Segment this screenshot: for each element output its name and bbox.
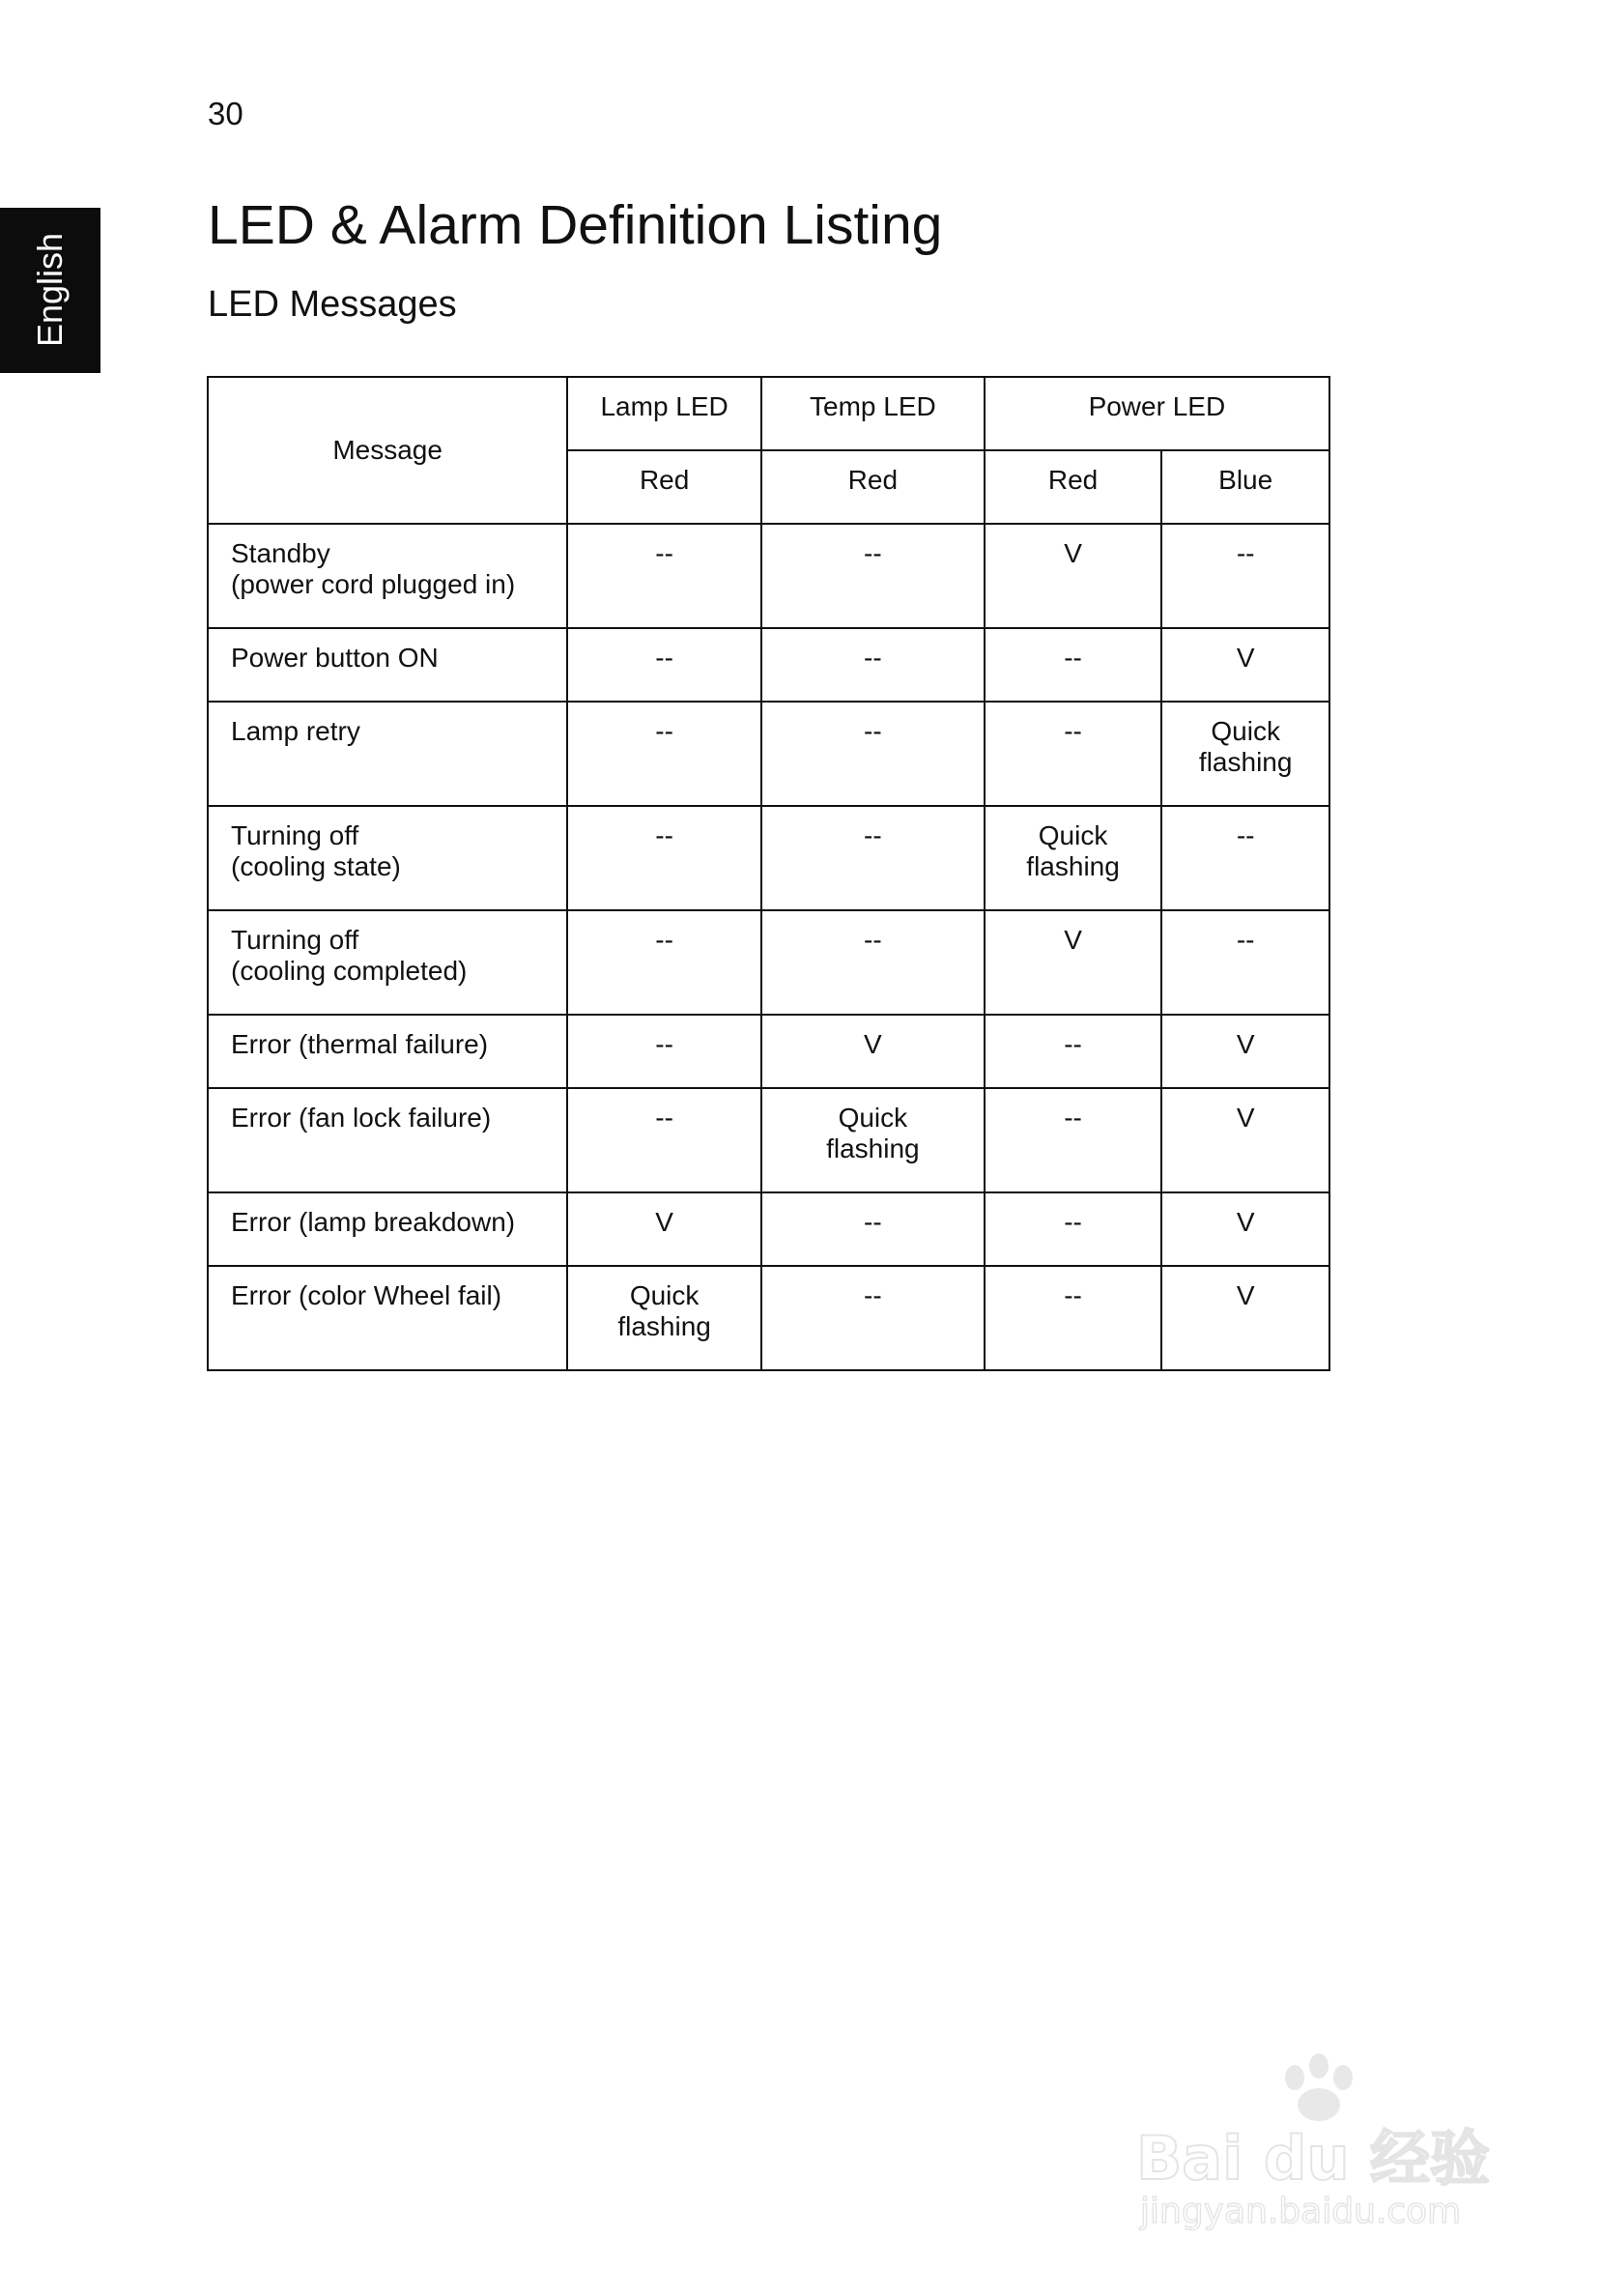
header-lamp-led: Lamp LED xyxy=(567,377,761,450)
temp-led-cell: -- xyxy=(761,1266,985,1370)
power-blue-cell: V xyxy=(1161,1015,1329,1088)
power-blue-cell: V xyxy=(1161,1192,1329,1266)
temp-led-cell: -- xyxy=(761,806,985,910)
page-number: 30 xyxy=(208,96,243,131)
power-blue-cell: -- xyxy=(1161,806,1329,910)
table-header-row xyxy=(208,377,1329,450)
header-message: Message xyxy=(208,377,567,524)
lamp-led-cell: Quick flashing xyxy=(567,1266,761,1370)
power-red-cell: -- xyxy=(985,1192,1162,1266)
lamp-led-cell: -- xyxy=(567,524,761,628)
table-row xyxy=(208,628,1329,702)
lamp-led-cell: -- xyxy=(567,628,761,702)
power-red-cell: -- xyxy=(985,1088,1162,1192)
header-power-color-red: Red xyxy=(985,450,1162,524)
table-row xyxy=(208,1266,1329,1370)
power-red-cell: V xyxy=(985,910,1162,1015)
lamp-led-cell: -- xyxy=(567,1015,761,1088)
table-row xyxy=(208,910,1329,1015)
table-row xyxy=(208,702,1329,806)
table-row xyxy=(208,1015,1329,1088)
temp-led-cell: -- xyxy=(761,702,985,806)
lamp-led-cell: -- xyxy=(567,702,761,806)
lamp-led-cell: V xyxy=(567,1192,761,1266)
section-title: LED Messages xyxy=(208,284,457,325)
table-row xyxy=(208,1192,1329,1266)
header-temp-led: Temp LED xyxy=(761,377,985,450)
temp-led-cell: -- xyxy=(761,524,985,628)
temp-led-cell: Quick flashing xyxy=(761,1088,985,1192)
temp-led-cell: -- xyxy=(761,1192,985,1266)
header-power-color-blue: Blue xyxy=(1161,450,1329,524)
temp-led-cell: V xyxy=(761,1015,985,1088)
power-red-cell: V xyxy=(985,524,1162,628)
lamp-led-cell: -- xyxy=(567,910,761,1015)
page-title: LED & Alarm Definition Listing xyxy=(208,194,943,256)
message-cell: Error (lamp breakdown) xyxy=(208,1192,567,1266)
power-red-cell: -- xyxy=(985,1266,1162,1370)
table-row xyxy=(208,524,1329,628)
temp-led-cell: -- xyxy=(761,910,985,1015)
power-blue-cell: -- xyxy=(1161,524,1329,628)
power-blue-cell: V xyxy=(1161,1088,1329,1192)
power-red-cell: -- xyxy=(985,1015,1162,1088)
message-cell: Lamp retry xyxy=(208,702,567,806)
watermark-brand: Bai du 经验 xyxy=(1136,2123,1491,2194)
message-cell: Standby (power cord plugged in) xyxy=(208,524,567,628)
power-blue-cell: -- xyxy=(1161,910,1329,1015)
power-blue-cell: V xyxy=(1161,628,1329,702)
paw-logo xyxy=(1285,2053,1353,2121)
header-power-led: Power LED xyxy=(985,377,1329,450)
baidu-jingyan-watermark xyxy=(1121,2039,1507,2232)
table-row xyxy=(208,1088,1329,1192)
power-red-cell: -- xyxy=(985,628,1162,702)
header-lamp-color: Red xyxy=(567,450,761,524)
message-cell: Error (thermal failure) xyxy=(208,1015,567,1088)
language-tab-label: English xyxy=(30,232,70,348)
table-row xyxy=(208,806,1329,910)
language-tab xyxy=(0,208,100,373)
message-cell: Error (fan lock failure) xyxy=(208,1088,567,1192)
message-cell: Error (color Wheel fail) xyxy=(208,1266,567,1370)
power-red-cell: Quick flashing xyxy=(985,806,1162,910)
watermark-url: jingyan.baidu.com xyxy=(1140,2192,1462,2231)
power-red-cell: -- xyxy=(985,702,1162,806)
temp-led-cell: -- xyxy=(761,628,985,702)
header-temp-color: Red xyxy=(761,450,985,524)
led-messages-table xyxy=(207,376,1330,1371)
message-cell: Power button ON xyxy=(208,628,567,702)
message-cell: Turning off (cooling completed) xyxy=(208,910,567,1015)
message-cell: Turning off (cooling state) xyxy=(208,806,567,910)
power-blue-cell: V xyxy=(1161,1266,1329,1370)
lamp-led-cell: -- xyxy=(567,806,761,910)
power-blue-cell: Quick flashing xyxy=(1161,702,1329,806)
lamp-led-cell: -- xyxy=(567,1088,761,1192)
